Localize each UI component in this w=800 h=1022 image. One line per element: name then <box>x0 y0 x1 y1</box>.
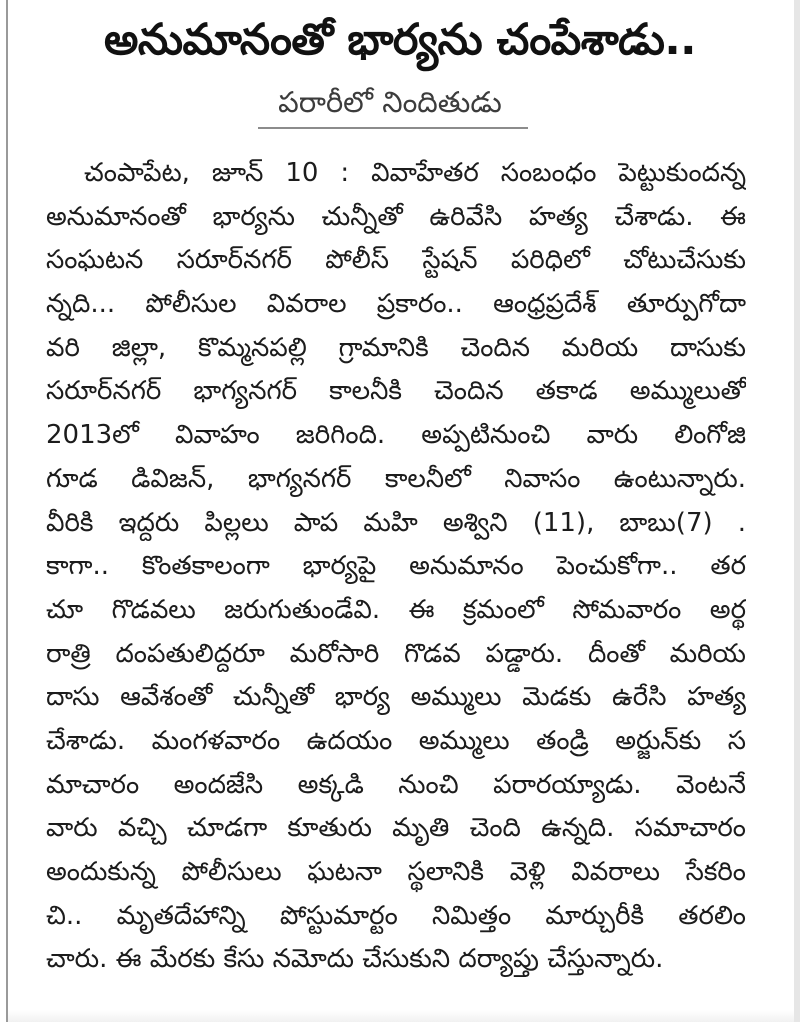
article-line: మాచారం అందజేసి అక్కడి నుంచి పరారయ్యాడు. వెంటనే <box>46 769 746 800</box>
article-body <box>46 152 746 982</box>
article-line: వారు వచ్చి చూడగా కూతురు మృతి చెంది ఉన్నది. సమాచారం <box>46 813 746 844</box>
article-line: చేశాడు. మంగళవారం ఉదయం అమ్ములు తండ్రి అర్జున్‌కు స <box>46 725 746 756</box>
article-line: చంపాపేట, జూన్ 10 : వివాహేతర సంబంధం పెట్టుకుందన్న <box>84 158 746 188</box>
article-line: అందుకున్న పోలీసులు ఘటనా స్థలానికి వెళ్లి వివరాలు సేకరిం <box>46 857 746 887</box>
article-line: దాసు ఆవేశంతో చున్నీతో భార్య అమ్ములు మెడకు ఉరేసి హత్య <box>46 682 746 713</box>
article-line: సంఘటన సరూర్‌నగర్ పోలీస్ స్టేషన్ పరిధిలో చోటుచేసుకు <box>46 245 746 276</box>
subheadline-underline <box>258 127 528 129</box>
article-line: చారు. ఈ మేరకు కేసు నమోదు చేసుకుని దర్యాప్తు చేస్తున్నారు. <box>46 944 664 975</box>
article-line: వీరికి ఇద్దరు పిల్లలు పాప మహి అశ్విని (11), బాబు(7) . <box>46 507 746 538</box>
article-line: రాత్రి దంపతులిద్దరూ మరోసారి గొడవ పడ్డారు. దీంతో మరియ <box>46 638 746 669</box>
article-line: కాగా.. కొంతకాలంగా భార్యపై అనుమానం పెంచుకోగా.. తర <box>46 551 746 582</box>
column-rule <box>6 0 8 1022</box>
article-line: గూడ డివిజన్, భాగ్యనగర్ కాలనీలో నివాసం ఉంటున్నారు. <box>46 463 746 494</box>
article-line: సరూర్‌నగర్ భాగ్యనగర్ కాలనీకి చెందిన తకాడ అమ్ములుతో <box>46 376 746 407</box>
page-bottom-edge <box>8 1010 794 1022</box>
article-line: న్నది... పోలీసుల వివరాల ప్రకారం.. ఆంధ్రప్రదేశ్ తూర్పుగోదా <box>46 289 746 320</box>
article-line: అనుమానంతో భార్యను చున్నీతో ఉరివేసి హత్య చేశాడు. ఈ <box>46 201 746 232</box>
article-line: 2013లో వివాహం జరిగింది. అప్పటినుంచి వారు లింగోజి <box>46 420 746 451</box>
headline: అనుమానంతో భార్యను చంపేశాడు.. <box>103 15 697 65</box>
subheadline: పరారీలో నిందితుడు <box>278 85 502 119</box>
article-line: చి.. మృతదేహాన్ని పోస్టుమార్టం నిమిత్తం మార్చురీకి తరలిం <box>46 900 746 931</box>
page-edge <box>794 0 800 1022</box>
article-line: చూ గొడవలు జరుగుతుండేవి. ఈ క్రమంలో సోమవారం అర్థ <box>46 594 746 625</box>
article-line: వరి జిల్లా, కొమ్మనపల్లి గ్రామానికి చెందిన మరియ దాసుకు <box>46 332 746 363</box>
